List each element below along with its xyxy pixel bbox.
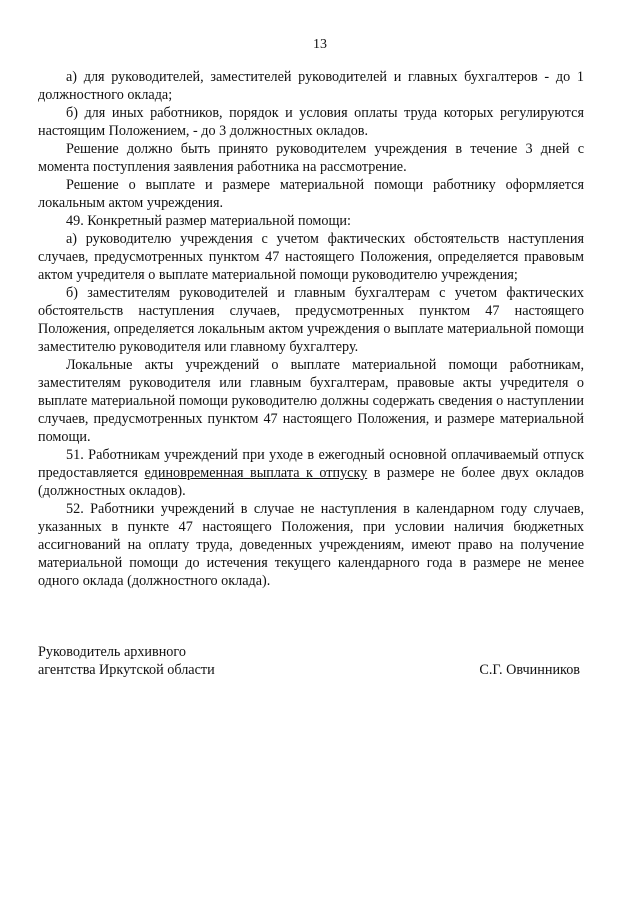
signature-block (38, 643, 584, 679)
paragraph-decision-deadline: Решение должно быть принято руководителем учреждения в течение 3 дней с момента поступления заявления работника на рассмотрение. (38, 141, 584, 175)
paragraph-51-before: 51. Работникам учреждений при уходе в ежегодный основной оплачиваемый отпуск предоставляется (38, 447, 584, 481)
signature-title-line-2: агентства Иркутской области (38, 662, 215, 678)
paragraph-51-after: в размере не более двух окладов (должностных окладов). (38, 465, 584, 499)
paragraph-item-a-heads: а) для руководителей, заместителей руководителей и главных бухгалтеров - до 1 должностного оклада; (38, 69, 584, 103)
paragraph-49-a: а) руководителю учреждения с учетом фактических обстоятельств наступления случаев, предусмотренных пунктом 47 настоящего Положения, определяется правовым актом учредителя о выплате материальной помощи руководителю учреждения; (38, 231, 584, 283)
signatory-name: С.Г. Овчинников (479, 662, 580, 678)
paragraph-51-underlined: единовременная выплата к отпуску (144, 465, 368, 481)
paragraph-52: 52. Работники учреждений в случае не наступления в календарном году случаев, указанных в пункте 47 настоящего Положения, при условии наличия бюджетных ассигнований на оплату труда, доведенных учреждениям, имеют право на получение материальной помощи до истечения текущего календарного года в размере не менее одного оклада (должностного оклада). (38, 501, 584, 589)
signature-title-line-1: Руководитель архивного (38, 644, 186, 660)
paragraph-decision-act: Решение о выплате и размере материальной помощи работнику оформляется локальным актом учреждения. (38, 177, 584, 211)
paragraph-item-b-others: б) для иных работников, порядок и условия оплаты труда которых регулируются настоящим Положением, - до 3 должностных окладов. (38, 105, 584, 139)
paragraph-49-b: б) заместителям руководителей и главным бухгалтерам с учетом фактических обстоятельств наступления случаев, предусмотренных пунктом 47 настоящего Положения, определяется локальным актом учреждения о выплате материальной помощи заместителю руководителя или главному бухгалтеру. (38, 285, 584, 355)
paragraph-local-acts: Локальные акты учреждений о выплате материальной помощи работникам, заместителям руководителя или главным бухгалтерам, правовые акты учредителя о выплате материальной помощи руководителю должны содержать сведения о наступлении случаев, предусмотренных пунктом 47 настоящего Положения, и размере материальной помощи. (38, 357, 584, 445)
paragraph-49-heading: 49. Конкретный размер материальной помощи: (66, 213, 351, 229)
document-body (38, 68, 584, 590)
paragraph-51 (38, 446, 584, 500)
page-number: 13 (313, 37, 327, 52)
